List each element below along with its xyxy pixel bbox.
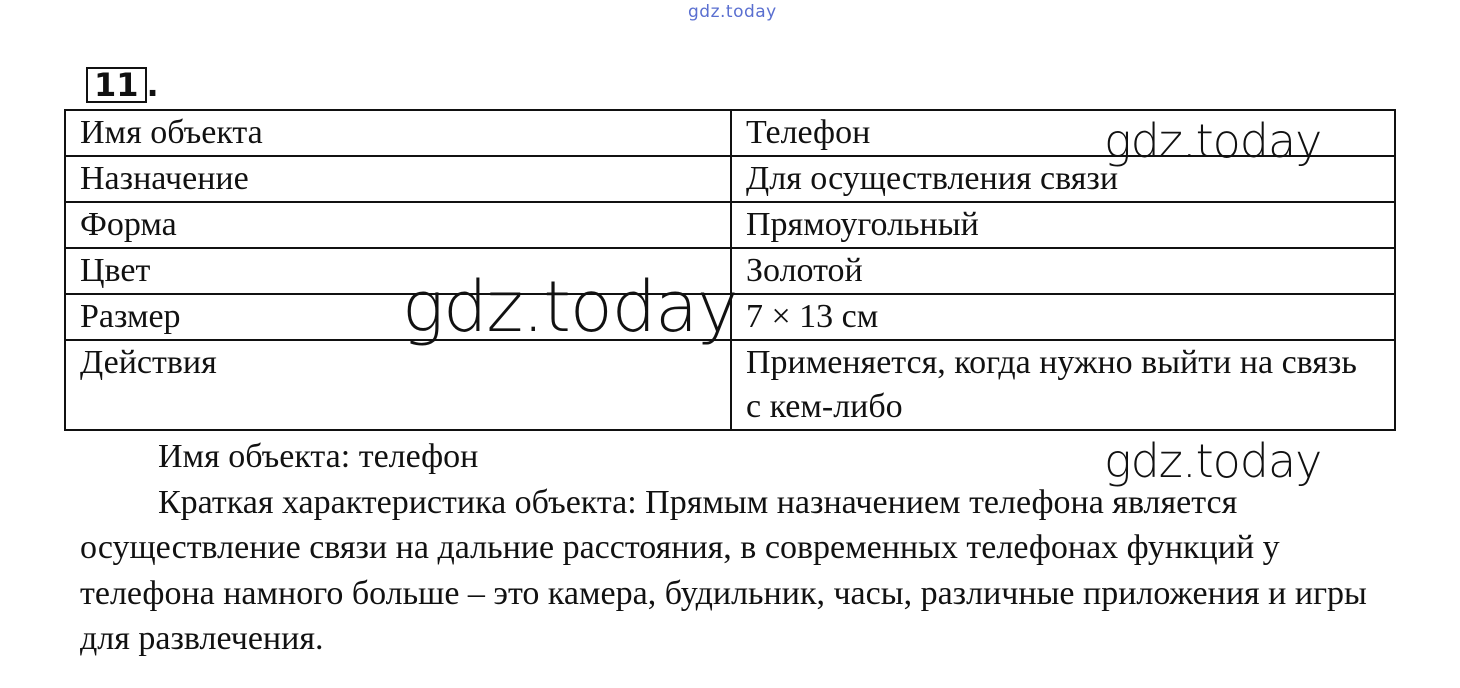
row-value: Телефон <box>731 110 1395 156</box>
row-label: Форма <box>65 202 731 248</box>
object-name-line: Имя объекта: телефон <box>158 438 479 475</box>
row-label: Имя объекта <box>65 110 731 156</box>
table-row <box>65 340 1395 430</box>
row-value: Применяется, когда нужно выйти на связь с кем-либо <box>731 340 1395 430</box>
row-label: Назначение <box>65 156 731 202</box>
table-row <box>65 294 1395 340</box>
watermark: gdz.today <box>1104 434 1322 488</box>
watermark: gdz.today <box>402 266 738 348</box>
object-properties-table <box>64 109 1396 431</box>
table-row <box>65 202 1395 248</box>
header-watermark: gdz.today <box>688 2 777 22</box>
row-label: Действия <box>65 340 731 430</box>
answer-text <box>80 434 1380 662</box>
table-row <box>65 248 1395 294</box>
watermark: gdz.today <box>1104 114 1322 168</box>
row-value: 7 × 13 см <box>731 294 1395 340</box>
object-description: Краткая характеристика объекта: Прямым назначением телефона является осуществление связи на дальние расстояния, в современных телефонах функций у телефона намного больше – это камера, будильник, часы, различные приложения и игры для развлечения. <box>80 483 1367 657</box>
task-number-box: 11 <box>86 67 147 103</box>
row-label: Цвет <box>65 248 731 294</box>
table-row <box>65 110 1395 156</box>
task-number <box>80 67 165 103</box>
row-value: Для осуществления связи <box>731 156 1395 202</box>
row-value: Прямоугольный <box>731 202 1395 248</box>
row-label: Размер <box>65 294 731 340</box>
table-row <box>65 156 1395 202</box>
row-value: Золотой <box>731 248 1395 294</box>
task-number-dot: . <box>146 66 159 104</box>
